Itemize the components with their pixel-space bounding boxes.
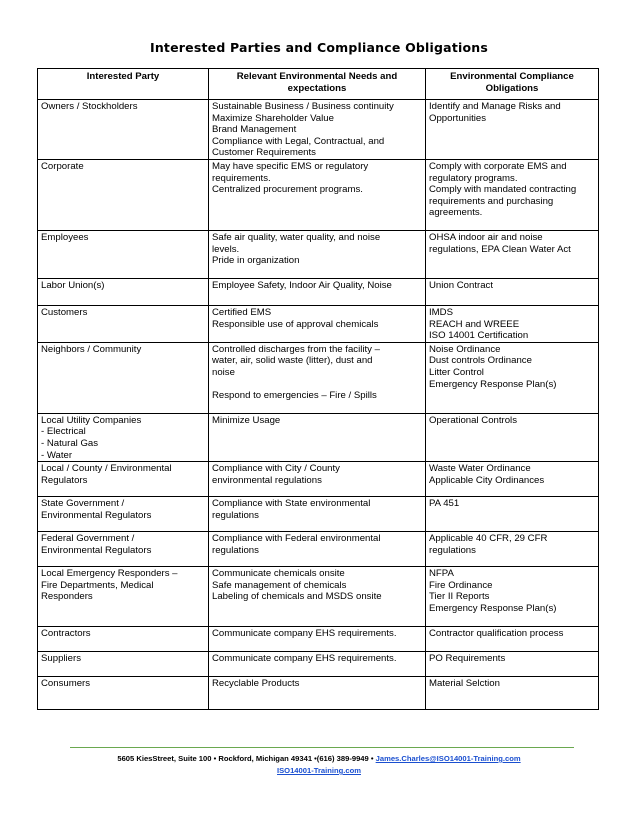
cell-line: NFPA — [429, 568, 454, 580]
obligations-cell — [426, 627, 599, 652]
cell-line: Fire Departments, Medical — [41, 579, 154, 591]
obligations-cell — [426, 497, 599, 532]
cell-line: Customer Requirements — [212, 147, 316, 159]
cell-line: Controlled discharges from the facility – — [212, 343, 380, 355]
cell-line: Sustainable Business / Business continuity — [212, 101, 394, 112]
cell-line: Comply with corporate EMS and — [429, 160, 567, 172]
footer — [0, 753, 638, 777]
cell-line: environmental regulations — [212, 474, 322, 486]
cell-line: requirements. — [212, 172, 271, 184]
table-row — [38, 305, 599, 342]
cell-line: Federal Government / — [41, 533, 135, 545]
cell-line: Labor Union(s) — [41, 279, 105, 291]
cell-line: Dust controls Ordinance — [429, 355, 532, 367]
party-cell — [38, 305, 209, 342]
cell-line: Responsible use of approval chemicals — [212, 318, 379, 330]
footer-email-link[interactable]: James.Charles@ISO14001-Training.com — [375, 754, 521, 763]
cell-line: Suppliers — [41, 653, 81, 665]
cell-line: Owners / Stockholders — [41, 101, 138, 112]
cell-line: Safe management of chemicals — [212, 579, 347, 591]
needs-cell — [209, 342, 426, 413]
cell-line: OHSA indoor air and noise — [429, 231, 543, 243]
party-cell — [38, 497, 209, 532]
cell-line: Compliance with Federal environmental — [212, 533, 381, 545]
table-row — [38, 159, 599, 230]
table-row — [38, 278, 599, 305]
cell-line: Communicate company EHS requirements. — [212, 653, 397, 665]
needs-cell — [209, 652, 426, 677]
cell-line: Communicate chemicals onsite — [212, 568, 345, 580]
cell-line: - Water — [41, 449, 73, 461]
table-row — [38, 627, 599, 652]
cell-line: requirements and purchasing — [429, 195, 554, 207]
cell-line: Environmental Regulators — [41, 509, 152, 521]
cell-line: Recyclable Products — [212, 678, 300, 690]
party-cell — [38, 532, 209, 567]
needs-cell — [209, 230, 426, 278]
party-cell — [38, 652, 209, 677]
cell-line: Local Utility Companies — [41, 414, 142, 426]
obligations-cell — [426, 532, 599, 567]
cell-line: Compliance with City / County — [212, 463, 340, 475]
obligations-cell — [426, 230, 599, 278]
cell-line — [212, 379, 422, 391]
needs-cell — [209, 567, 426, 627]
cell-line: Emergency Response Plan(s) — [429, 378, 557, 390]
obligations-cell — [426, 278, 599, 305]
cell-line: State Government / — [41, 498, 125, 510]
cell-line: Litter Control — [429, 366, 484, 378]
document-title: Interested Parties and Compliance Obligations — [149, 40, 489, 55]
compliance-table — [37, 68, 599, 710]
obligations-cell — [426, 100, 599, 160]
party-cell — [38, 627, 209, 652]
cell-line: water, air, solid waste (litter), dust and — [212, 355, 373, 367]
cell-line: PA 451 — [429, 498, 460, 510]
cell-line: regulations, EPA Clean Water Act — [429, 243, 571, 255]
cell-line: Consumers — [41, 678, 91, 690]
cell-line: Identify and Manage Risks and — [429, 101, 561, 112]
obligations-cell — [426, 462, 599, 497]
table-row — [38, 567, 599, 627]
party-cell — [38, 413, 209, 461]
cell-line: regulations — [429, 544, 476, 556]
cell-line: Union Contract — [429, 279, 493, 291]
cell-line: Compliance with State environmental — [212, 498, 371, 510]
cell-line: regulations — [212, 509, 259, 521]
cell-line: Regulators — [41, 474, 88, 486]
cell-line: Employees — [41, 231, 89, 243]
cell-line: Certified EMS — [212, 306, 272, 318]
needs-cell — [209, 497, 426, 532]
party-cell — [38, 100, 209, 160]
cell-line: Customers — [41, 306, 88, 318]
cell-line: Minimize Usage — [212, 414, 281, 426]
cell-line: PO Requirements — [429, 653, 506, 665]
cell-line: Applicable City Ordinances — [429, 474, 545, 486]
cell-line: Safe air quality, water quality, and noise — [212, 231, 381, 243]
table-row — [38, 652, 599, 677]
party-cell — [38, 278, 209, 305]
cell-line: Waste Water Ordinance — [429, 463, 531, 475]
cell-line: Respond to emergencies – Fire / Spills — [212, 390, 377, 402]
table-row — [38, 230, 599, 278]
party-cell — [38, 159, 209, 230]
needs-cell — [209, 100, 426, 160]
cell-line: regulatory programs. — [429, 172, 518, 184]
table-body — [38, 100, 599, 710]
table-row — [38, 497, 599, 532]
needs-cell — [209, 278, 426, 305]
cell-line: Neighbors / Community — [41, 343, 142, 355]
party-cell — [38, 567, 209, 627]
cell-line: Emergency Response Plan(s) — [429, 602, 557, 614]
cell-line: - Natural Gas — [41, 437, 99, 449]
party-cell — [38, 342, 209, 413]
cell-line: Contractors — [41, 628, 91, 640]
needs-cell — [209, 305, 426, 342]
cell-line: Opportunities — [429, 112, 487, 124]
cell-line: Brand Management — [212, 124, 297, 136]
table-row — [38, 342, 599, 413]
needs-cell — [209, 627, 426, 652]
header-compliance-obligations: Environmental Compliance Obligations — [426, 69, 599, 100]
cell-line: Environmental Regulators — [41, 544, 152, 556]
cell-line: Local Emergency Responders – — [41, 568, 178, 580]
header-interested-party: Interested Party — [38, 69, 209, 100]
cell-line: Local / County / Environmental — [41, 463, 172, 475]
cell-line: Communicate company EHS requirements. — [212, 628, 397, 640]
table-row — [38, 677, 599, 710]
cell-line: Maximize Shareholder Value — [212, 112, 334, 124]
cell-line: Corporate — [41, 160, 84, 172]
cell-line: Contractor qualification process — [429, 628, 564, 640]
footer-address: 5605 KiesStreet, Suite 100 • Rockford, Michigan 49341 •(616) 389-9949 • — [117, 754, 376, 763]
cell-line: Responders — [41, 591, 93, 603]
cell-line: Material Selction — [429, 678, 500, 690]
cell-line: IMDS — [429, 306, 453, 318]
cell-line: Fire Ordinance — [429, 579, 493, 591]
cell-line: May have specific EMS or regulatory — [212, 160, 369, 172]
table-row — [38, 100, 599, 160]
obligations-cell — [426, 677, 599, 710]
table-header-row — [38, 69, 599, 100]
needs-cell — [209, 462, 426, 497]
obligations-cell — [426, 567, 599, 627]
obligations-cell — [426, 413, 599, 461]
cell-line: Employee Safety, Indoor Air Quality, Noise — [212, 279, 392, 291]
cell-line: regulations — [212, 544, 259, 556]
table-row — [38, 462, 599, 497]
obligations-cell — [426, 342, 599, 413]
cell-line: Applicable 40 CFR, 29 CFR — [429, 533, 548, 545]
obligations-cell — [426, 652, 599, 677]
needs-cell — [209, 159, 426, 230]
cell-line: Comply with mandated contracting — [429, 184, 577, 196]
party-cell — [38, 230, 209, 278]
cell-line: ISO 14001 Certification — [429, 330, 529, 342]
cell-line: levels. — [212, 243, 240, 255]
obligations-cell — [426, 305, 599, 342]
cell-line: Centralized procurement programs. — [212, 184, 363, 196]
party-cell — [38, 677, 209, 710]
needs-cell — [209, 413, 426, 461]
cell-line: Tier II Reports — [429, 591, 490, 603]
footer-divider — [70, 747, 574, 748]
cell-line: agreements. — [429, 207, 483, 219]
obligations-cell — [426, 159, 599, 230]
table-row — [38, 532, 599, 567]
header-needs-expectations: Relevant Environmental Needs and expectations — [209, 69, 426, 100]
needs-cell — [209, 677, 426, 710]
needs-cell — [209, 532, 426, 567]
table-row — [38, 413, 599, 461]
cell-line: REACH and WREEE — [429, 318, 520, 330]
cell-line: Operational Controls — [429, 414, 517, 426]
cell-line: Labeling of chemicals and MSDS onsite — [212, 591, 382, 603]
footer-website-link[interactable]: ISO14001-Training.com — [277, 766, 361, 775]
cell-line: - Electrical — [41, 426, 86, 438]
cell-line: Compliance with Legal, Contractual, and — [212, 135, 385, 147]
cell-line: Noise Ordinance — [429, 343, 501, 355]
party-cell — [38, 462, 209, 497]
cell-line: Pride in organization — [212, 255, 300, 267]
cell-line: noise — [212, 366, 235, 378]
